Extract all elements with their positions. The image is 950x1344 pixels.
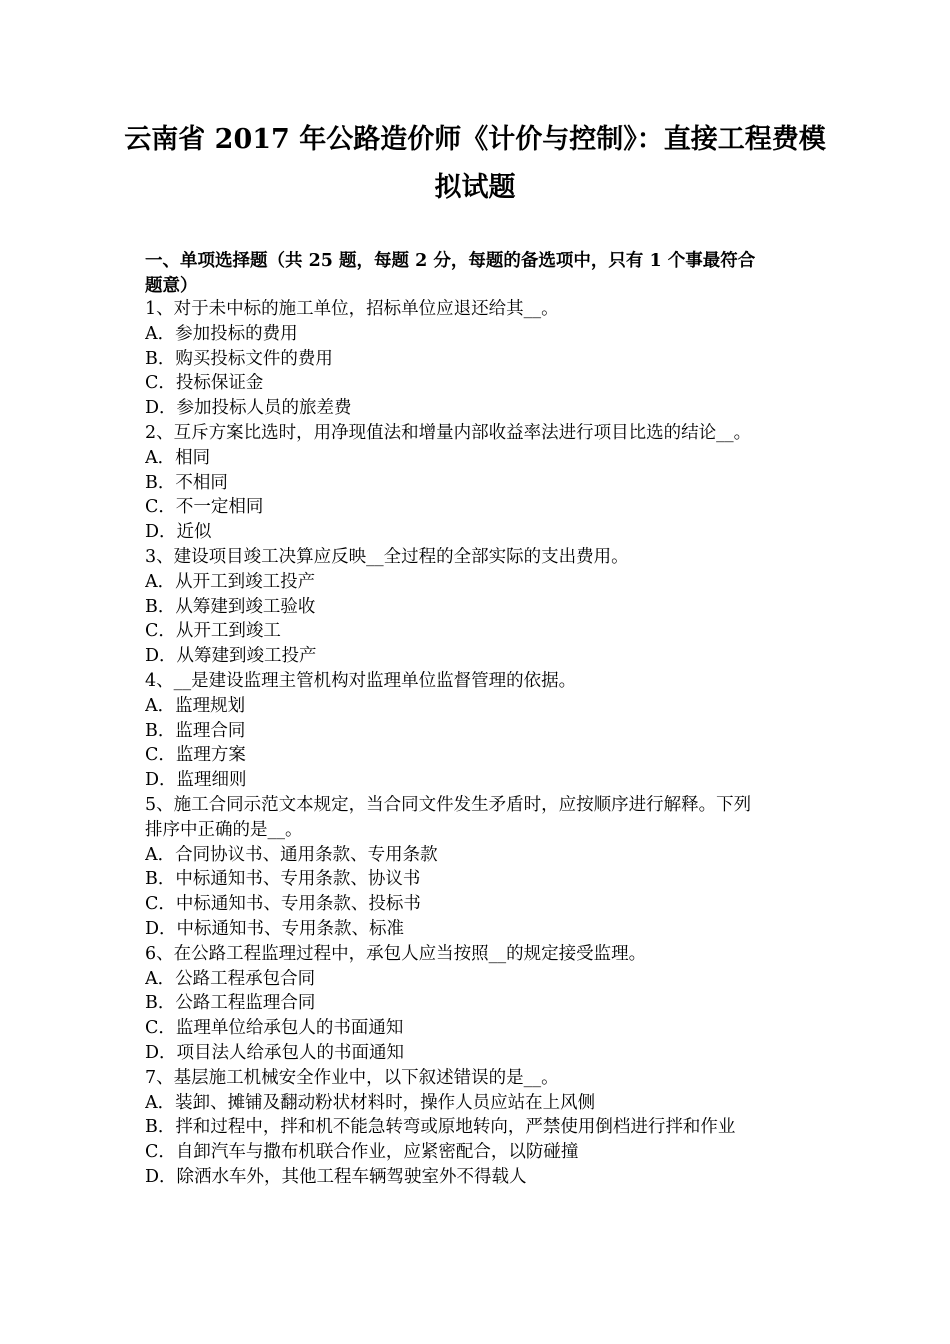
answer-option-a: A．装卸、摊铺及翻动粉状材料时，操作人员应站在上风侧 [145,1092,596,1113]
answer-option-d: D．监理细则 [145,770,247,791]
document-title-line-2: 拟试题 [434,172,516,203]
answer-option-d: D．项目法人给承包人的书面通知 [145,1042,405,1063]
answer-option-d: D．除洒水车外，其他工程车辆驾驶室外不得载人 [145,1166,527,1187]
answer-option-c: C．不一定相同 [145,497,264,518]
answer-option-a: A．监理规划 [145,695,246,716]
question-6 [145,942,810,1066]
answer-option-d: D．从筹建到竣工投产 [145,646,317,667]
answer-option-b: B．从筹建到竣工验收 [145,596,316,617]
answer-option-c: C．监理方案 [145,745,246,766]
answer-option-b: B．购买投标文件的费用 [145,348,333,369]
question-2 [145,421,810,545]
document-title-line-1: 云南省 2017 年公路造价师《计价与控制》：直接工程费模 [124,124,826,155]
answer-option-a: A．合同协议书、通用条款、专用条款 [145,844,438,865]
answer-option-d: D．参加投标人员的旅差费 [145,398,352,419]
question-stem: 1、对于未中标的施工单位，招标单位应退还给其__。 [145,299,559,319]
section-heading-line-1: 一、单项选择题（共 25 题，每题 2 分，每题的备选项中，只有 1 个事最符合 [145,251,756,271]
answer-option-a: A．从开工到竣工投产 [145,571,316,592]
question-stem: 7、基层施工机械安全作业中，以下叙述错误的是__。 [145,1067,559,1088]
answer-option-a: A．参加投标的费用 [145,323,298,344]
answer-option-a: A．相同 [145,447,211,468]
question-stem: 6、在公路工程监理过程中，承包人应当按照__的规定接受监理。 [145,943,647,964]
answer-option-b: B．中标通知书、专用条款、协议书 [145,869,421,890]
answer-option-b: B．拌和过程中，拌和机不能急转弯或原地转向，严禁使用倒档进行拌和作业 [145,1117,736,1138]
answer-option-c: C．从开工到竣工 [145,621,281,642]
question-7 [145,1066,810,1190]
answer-option-c: C．投标保证金 [145,373,264,394]
question-stem: 3、建设项目竣工决算应反映__全过程的全部实际的支出费用。 [145,546,629,567]
question-stem: 5、施工合同示范文本规定，当合同文件发生矛盾时，应按顺序进行解释。下列 [145,794,752,815]
answer-option-d: D．近似 [145,522,212,543]
question-list [145,297,810,1190]
section-heading [145,249,810,299]
answer-option-c: C．中标通知书、专用条款、投标书 [145,894,421,915]
question-1 [145,297,810,421]
question-stem: 4、__是建设监理主管机构对监理单位监督管理的依据。 [145,670,577,691]
question-stem: 2、互斥方案比选时，用净现值法和增量内部收益率法进行项目比选的结论__。 [145,422,752,443]
answer-option-c: C．监理单位给承包人的书面通知 [145,1018,404,1039]
answer-option-a: A．公路工程承包合同 [145,968,316,989]
answer-option-b: B．不相同 [145,472,228,493]
answer-option-b: B．监理合同 [145,720,246,741]
question-5 [145,793,810,942]
question-stem-continued: 排序中正确的是__。 [145,819,303,840]
question-4 [145,669,810,793]
answer-option-b: B．公路工程监理合同 [145,993,316,1014]
answer-option-d: D．中标通知书、专用条款、标准 [145,918,405,939]
answer-option-c: C．自卸汽车与撒布机联合作业，应紧密配合，以防碰撞 [145,1142,579,1163]
question-3 [145,545,810,669]
section-heading-line-2: 题意） [145,276,198,296]
